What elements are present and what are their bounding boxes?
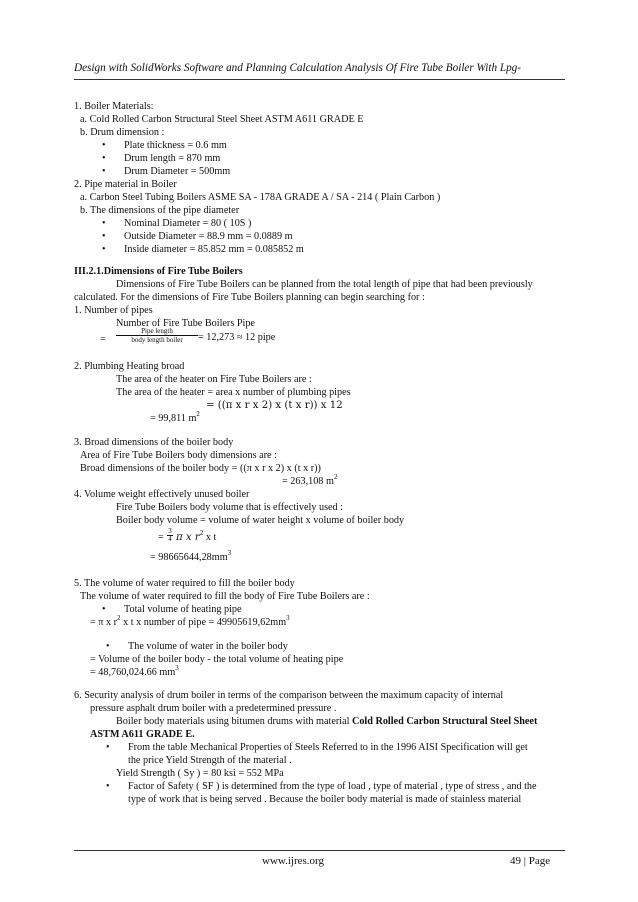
result-value: = 263,108 m (282, 476, 334, 487)
item-number-of-pipes: 1. Number of pipes (74, 305, 153, 316)
exponent: 2 (333, 473, 338, 481)
bullet-item: • Total volume of heating pipe (124, 604, 242, 616)
bullet-item: • Nominal Diameter = 80 ( 10S ) (124, 218, 251, 230)
equation-result (150, 410, 200, 425)
result-value: = 99,811 m (150, 413, 197, 424)
equation-line: = ((π x r x 2) x (t x r)) x 12 (206, 400, 343, 411)
paragraph-line: the price Yield Strength of the material . (128, 755, 292, 766)
page-number: 49 | Page (510, 855, 551, 867)
equation-line (176, 529, 217, 544)
bold-material-grade: ASTM A611 GRADE E. (90, 729, 195, 740)
equation-result (282, 473, 338, 488)
bullet-item: • Plate thickness = 0.6 mm (124, 140, 227, 152)
paragraph-line: Area of Fire Tube Boilers body dimensions are : (80, 450, 277, 461)
bullet-item: • From the table Mechanical Properties of Steels Referred to in the 1996 AISI Specification will get (128, 742, 528, 754)
list-item: a. Cold Rolled Carbon Structural Steel Sheet ASTM A611 GRADE E (80, 114, 364, 125)
equation-result (90, 664, 179, 679)
paragraph-line: type of work that is being served . Because the boiler body material is made of stainless material (128, 794, 522, 805)
formula-text: x t (203, 532, 217, 543)
body-text: Boiler body materials using bitumen drums with material (116, 716, 352, 727)
equation-line (90, 614, 290, 629)
footer-rule (74, 850, 565, 851)
list-item: b. Drum dimension : (80, 127, 165, 138)
equation-equals: = (158, 532, 164, 543)
bullet-item: • Drum length = 870 mm (124, 153, 220, 165)
bullet-item: • The volume of water in the boiler body (128, 641, 288, 653)
list-item: b. The dimensions of the pipe diameter (80, 205, 240, 216)
fraction-numerator: Pipe length (141, 327, 173, 335)
header-rule (74, 79, 565, 80)
paragraph-line: Yield Strength ( Sy ) = 80 ksi = 552 MPa (116, 768, 284, 779)
equation-label: Number of Fire Tube Boilers Pipe (116, 318, 255, 329)
exponent: 3 (227, 549, 232, 557)
paragraph-line: Boiler body volume = volume of water height x volume of boiler body (116, 515, 405, 526)
exponent: 3 (286, 614, 290, 622)
result-value: = 98665644,28mm (150, 552, 228, 563)
equation-equals: = (100, 334, 106, 345)
item-volume-weight: 4. Volume weight effectively unused boiler (74, 489, 250, 500)
section-heading: III.2.1.Dimensions of Fire Tube Boilers (74, 266, 243, 277)
bullet-item: • Factor of Safety ( SF ) is determined from the type of load , type of material , type of stress , and the (128, 781, 537, 793)
equation-result (150, 549, 232, 564)
footer-url[interactable]: www.ijres.org (262, 855, 325, 867)
paragraph-line: The area of the heater on Fire Tube Boilers are : (116, 374, 312, 385)
paragraph-line: Fire Tube Boilers body volume that is effectively used : (116, 502, 344, 513)
paragraph-line: = Volume of the boiler body - the total volume of heating pipe (90, 654, 344, 665)
bullet-item: • Inside diameter = 85.852 mm = 0.085852 m (124, 244, 304, 256)
fraction-denominator: 4 (168, 535, 172, 543)
paragraph-line: The area of the heater = area x number of plumbing pipes (116, 387, 351, 398)
running-header: Design with SolidWorks Software and Planning Calculation Analysis Of Fire Tube Boiler With Lpg- (74, 62, 521, 74)
item-plumbing-heating: 2. Plumbing Heating broad (74, 361, 185, 372)
section-pipe-material: 2. Pipe material in Boiler (74, 179, 177, 190)
formula-text: x t x number of pipe = 49905619,62mm (120, 617, 287, 628)
item-broad-dimensions: 3. Broad dimensions of the boiler body (74, 437, 234, 448)
exponent: 2 (199, 529, 204, 537)
formula-text: = π x r (90, 617, 118, 628)
exponent: 3 (175, 664, 179, 672)
result-value: = 48,760,024.66 mm (90, 667, 176, 678)
paragraph-line: pressure asphalt drum boiler with a predetermined pressure . (90, 703, 337, 714)
section-boiler-materials: 1. Boiler Materials: (74, 101, 154, 112)
exponent: 2 (196, 410, 200, 418)
three-quarter-fraction (167, 528, 173, 543)
exponent: 2 (117, 614, 121, 622)
equation-result: = 12,273 ≈ 12 pipe (198, 332, 276, 343)
paragraph-line (116, 716, 537, 728)
bullet-item: • Drum Diameter = 500mm (124, 166, 230, 178)
pipe-fraction (116, 327, 198, 344)
paragraph-line: Broad dimensions of the boiler body = ((π x r x 2) x (t x r)) (80, 463, 321, 474)
paragraph-line: The volume of water required to fill the body of Fire Tube Boilers are : (80, 591, 370, 602)
item-security-analysis: 6. Security analysis of drum boiler in terms of the comparison between the maximum capacity of internal (74, 690, 504, 701)
fraction-numerator: 3 (168, 527, 172, 535)
paragraph-line: Dimensions of Fire Tube Boilers can be planned from the total length of pipe that had been previously (116, 279, 533, 290)
fraction-denominator: body length boiler (116, 335, 198, 344)
bullet-item: • Outside Diameter = 88.9 mm = 0.0889 m (124, 231, 293, 243)
list-item: a. Carbon Steel Tubing Boilers ASME SA - 178A GRADE A / SA - 214 ( Plain Carbon ) (80, 192, 441, 203)
paragraph-line: calculated. For the dimensions of Fire Tube Boilers planning can begin searching for : (74, 292, 425, 303)
item-water-volume: 5. The volume of water required to fill the boiler body (74, 578, 295, 589)
bold-material-name: Cold Rolled Carbon Structural Steel Sheet (351, 716, 538, 727)
formula-text: π x r (176, 532, 200, 543)
